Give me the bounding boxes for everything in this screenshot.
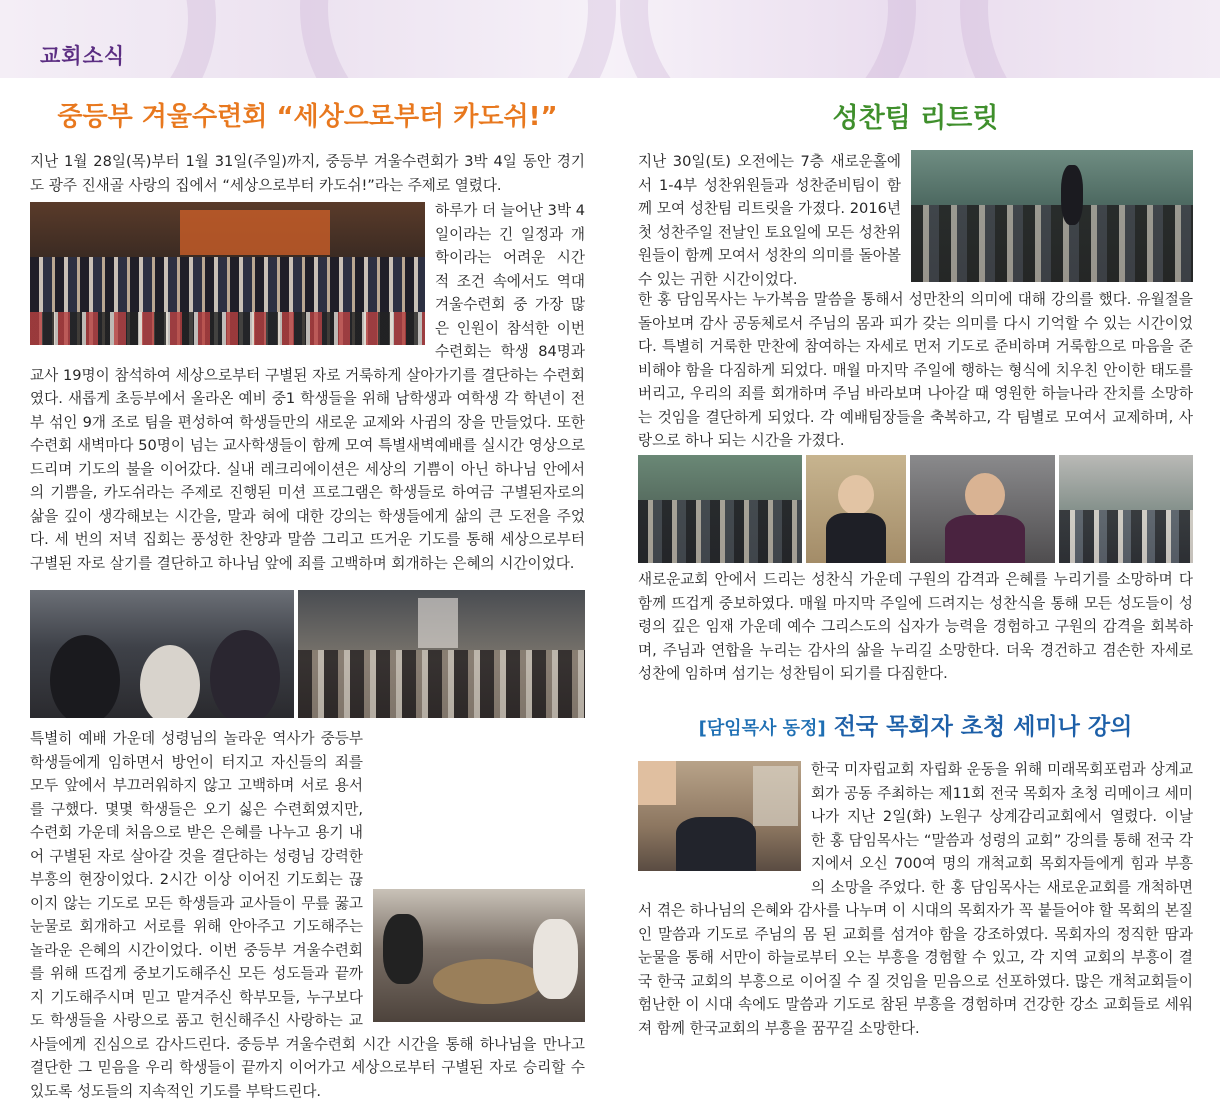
- communion-photo-1: [638, 455, 802, 563]
- worship-photo-1: [30, 590, 294, 718]
- section-label: 교회소식: [40, 44, 126, 68]
- header-band: [0, 0, 1220, 78]
- communion-para2: 한 홍 담임목사는 누가복음 말씀을 통해서 성만찬의 의미에 대해 강의를 했다. 유월절을 돌아보며 감사 공동체로서 주님의 몸과 피가 갖는 의미를 다시 기억할 수 있는 시간이었다. 특별히 거룩한 만찬에 참여하는 자세로 먼저 기도로 준비하며 거룩함으로 마음을 준비해야 함을 다짐하게 되었다. 매월 마지막 주일에 행하는 형식에 치우친 안이한 태도를 버리고, 우리의 죄를 회개하며 주님 바라보며 나아갈 때 영원한 하늘나라 잔치를 소망하는 것임을 결단하게 되었다. 각 예배팀장들을 축복하고, 각 팀별로 모여서 교제하며, 사랑으로 하나 되는 시간을 가졌다.: [638, 291, 1193, 449]
- meal-photo: [373, 889, 585, 1022]
- youth-retreat-para1-wrap: [30, 199, 585, 584]
- seminar-title-bracket: [담임목사 동정]: [698, 718, 826, 739]
- communion-retreat-title: 성찬팀 리트릿: [832, 103, 999, 134]
- communion-para1-wrap: [638, 150, 1193, 288]
- pastor-photo: [638, 761, 801, 871]
- seminar-title-main: 전국 목회자 초청 세미나 강의: [833, 714, 1133, 740]
- youth-retreat-intro: 지난 1월 28일(목)부터 1월 31일(주일)까지, 중등부 겨울수련회가 3박 4일 동안 경기도 광주 진새골 사랑의 집에서 “세상으로부터 카도쉬!”라는 주제로 열렸다.: [30, 153, 585, 194]
- youth-retreat-para2-wrap: [30, 727, 585, 1100]
- communion-photo-3: [910, 455, 1055, 563]
- communion-photo-2: [806, 455, 906, 563]
- communion-photo-4: [1059, 455, 1193, 563]
- communion-para1: 지난 30일(토) 오전에는 7층 새로운홀에서 1-4부 성찬위원들과 성찬준비팀이 함께 모여 성찬팀 리트릿을 가졌다. 2016년 첫 성찬주일 전날인 토요일에 모든 성찬위원들이 함께 모여서 성찬의 의미를 돌아볼 수 있는 귀한 시간이었다.: [638, 153, 901, 288]
- youth-retreat-para1: 하루가 더 늘어난 3박 4일이라는 긴 일정과 개학이라는 어려운 시간적 조건 속에서도 역대 겨울수련회 중 가장 많은 인원이 참석한 이번 수련회는 학생 84명과 교사 19명이 참석하여 세상으로부터 구별된 자로 거룩하게 살아가기를 결단하는 수련회였다. 새롭게 초등부에서 올라온 예비 중1 학생들을 위해 남학생과 여학생 각 학년이 전부 섞인 9개 조로 팀을 편성하여 학생들만의 새로운 교제와 사귐의 장을 만들었다. 또한 수련회 새벽마다 50명이 넘는 교사학생들이 함께 모여 특별새벽예배를 실시간 영상으로 드리며 기도의 불을 이어갔다. 실내 레크리에이션은 세상의 기쁨이 아닌 하나님 안에서의 기쁨을, 카도쉬라는 주제로 진행된 미션 프로그램은 학생들로 하여금 구별된자로의 삶을 깊이 생각해보는 시간을, 말과 혀에 대한 강의는 학생들에게 삶의 큰 도전을 주었다. 세 번의 저녁 집회는 풍성한 찬양과 말씀 그리고 뜨거운 기도를 통해 세상으로부터 구별된 자로 살기를 결단하고 하나님 앞에 죄를 고백하며 회개하는 은혜의 시간이었다.: [30, 202, 585, 572]
- seminar-para-wrap: [638, 758, 1193, 1038]
- worship-photo-2: [298, 590, 585, 718]
- youth-retreat-para2: 특별히 예배 가운데 성령님의 놀라운 역사가 중등부 학생들에게 임하면서 방언이 터지고 자신들의 죄를 모두 앞에서 부끄러워하지 않고 고백하며 서로 용서를 구했다. 몇몇 학생들은 오기 싫은 수련회였지만, 수련회 가운데 처음으로 받은 은혜를 나누고 용기 내어 구별된 자로 살아갈 것을 결단하는 성령님 강력한 부흥의 현장이었다. 2시간 이상 이어진 기도회는 끊이지 않는 기도로 모든 학생들과 교사들이 무릎 꿇고 눈물로 회개하고 서로를 위해 안아주고 기도해주는 놀라운 은혜의 시간이었다. 이번 중등부 겨울수련회를 위해 뜨겁게 중보기도해주신 모든 성도들과 끝까지 기도해주시며 믿고 맡겨주신 학부모들, 누구보다도 학생들을 사랑으로 품고 헌신해주신 사랑하는 교사들에게 진심으로 감사드린다. 중등부 겨울수련회 시간 시간을 통해 하나님을 만나고 결단한 그 믿음을 우리 학생들이 끝까지 이어가고 세상으로부터 구별된 자로 승리할 수 있도록 성도들의 지속적인 기도를 부탁드린다.: [30, 730, 585, 1100]
- youth-retreat-title: 중등부 겨울수련회 “세상으로부터 카도쉬!”: [57, 102, 558, 132]
- seminar-para: 한국 미자립교회 자립화 운동을 위해 미래목회포럼과 상계교회가 공동 주최하는 제11회 전국 목회자 초청 리메이크 세미나가 지난 2일(화) 노원구 상계감리교회에서 열렸다. 이날 한 홍 담임목사는 “말씀과 성령의 교회” 강의를 통해 전국 각지에서 오신 700여 명의 개척교회 목회자들에게 힘과 부흥의 소망을 주었다. 한 홍 담임목사는 새로운교회를 개척하면서 겪은 하나님의 은혜와 감사를 나누며 이 시대의 목회자가 꼭 붙들어야 할 목회의 본질인 말씀과 기도로 주님의 몸 된 교회를 섬겨야 함을 강조하였다. 목회자의 정직한 땀과 눈물을 통해 서만이 하늘로부터 오는 부흥을 경험할 수 있고, 각 지역 교회의 부흥이 결국 한국 교회의 부흥으로 이어질 수 질 것임을 믿음으로 선포하였다. 많은 개척교회들이 험난한 이 시대 속에도 말씀과 기도로 참된 부흥을 경험하며 건강한 강소 교회들로 세워져 함께 한국교회의 부흥을 꿈꾸길 소망한다.: [638, 761, 1193, 1037]
- group-photo: [30, 202, 425, 345]
- seminar-title: [638, 708, 1193, 741]
- communion-para3: 새로운교회 안에서 드리는 성찬식 가운데 구원의 감격과 은혜를 누리기를 소망하며 다 함께 뜨겁게 중보하였다. 매월 마지막 주일에 드려지는 성찬식을 통해 모든 성도들이 성령의 깊은 임재 가운데 예수 그리스도의 십자가 능력을 경험하고 구원의 감격을 회복하며, 주님과 연합을 누리는 감사의 삶을 누리길 소망한다. 더욱 경건하고 겸손한 자세로 성찬에 임하며 섬기는 성찬팀이 되기를 다짐한다.: [638, 571, 1193, 682]
- communion-meeting-photo: [911, 150, 1193, 282]
